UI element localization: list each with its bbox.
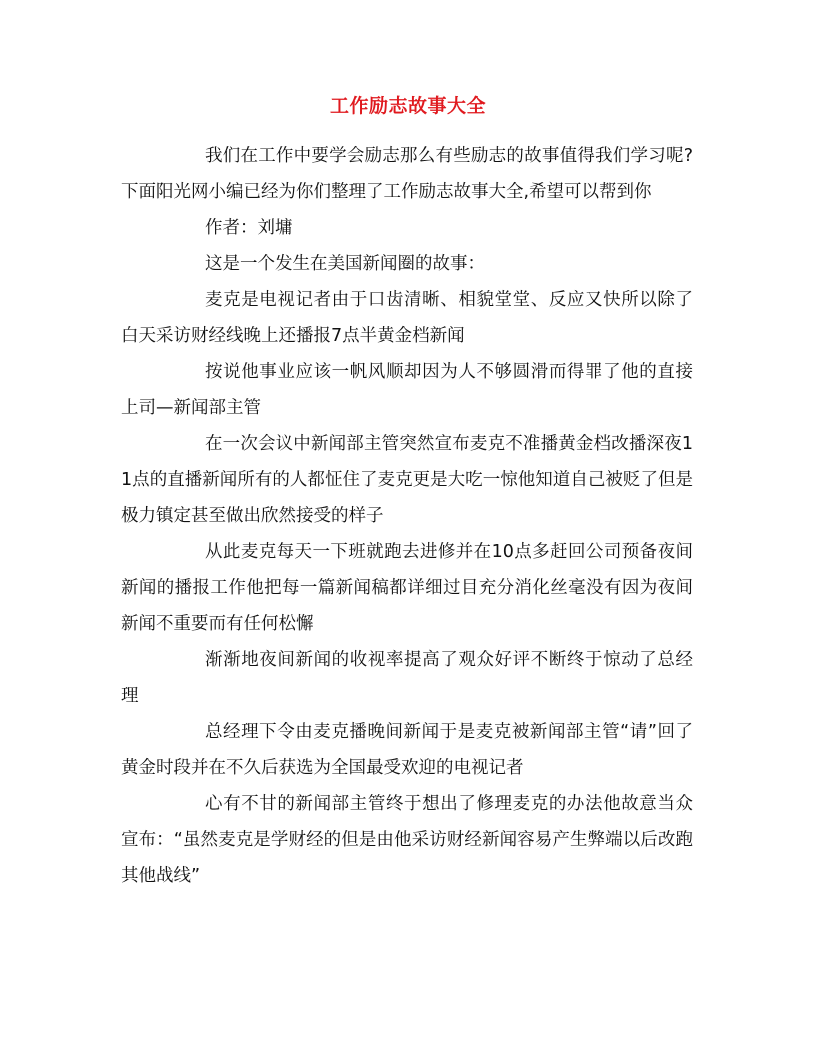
paragraph-intro: 我们在工作中要学会励志那么有些励志的故事值得我们学习呢?下面阳光网小编已经为你们整理了工作励志故事大全,希望可以帮到你 [121,146,693,202]
paragraph: 麦克是电视记者由于口齿清晰、相貌堂堂、反应又快所以除了白天采访财经线晚上还播报7点半黄金档新闻 [121,290,693,346]
paragraph: 总经理下令由麦克播晚间新闻于是麦克被新闻部主管“请”回了黄金时段并在不久后获选为全国最受欢迎的电视记者 [121,722,693,778]
paragraph-author: 作者：刘墉 [205,218,293,238]
paragraph: 心有不甘的新闻部主管终于想出了修理麦克的办法他故意当众宣布：“虽然麦克是学财经的但是由他采访财经新闻容易产生弊端以后改跑其他战线” [121,794,693,886]
document-body [121,138,693,894]
paragraph: 渐渐地夜间新闻的收视率提高了观众好评不断终于惊动了总经理 [121,650,693,706]
paragraph: 在一次会议中新闻部主管突然宣布麦克不准播黄金档改播深夜11点的直播新闻所有的人都怔住了麦克更是大吃一惊他知道自己被贬了但是极力镇定甚至做出欣然接受的样子 [121,434,693,526]
document-title: 工作励志故事大全 [329,95,486,117]
paragraph: 按说他事业应该一帆风顺却因为人不够圆滑而得罪了他的直接上司—新闻部主管 [121,362,693,418]
paragraph: 从此麦克每天一下班就跑去进修并在10点多赶回公司预备夜间新闻的播报工作他把每一篇新闻稿都详细过目充分消化丝毫没有因为夜间新闻不重要而有任何松懈 [121,542,693,634]
paragraph: 这是一个发生在美国新闻圈的故事： [205,254,485,274]
